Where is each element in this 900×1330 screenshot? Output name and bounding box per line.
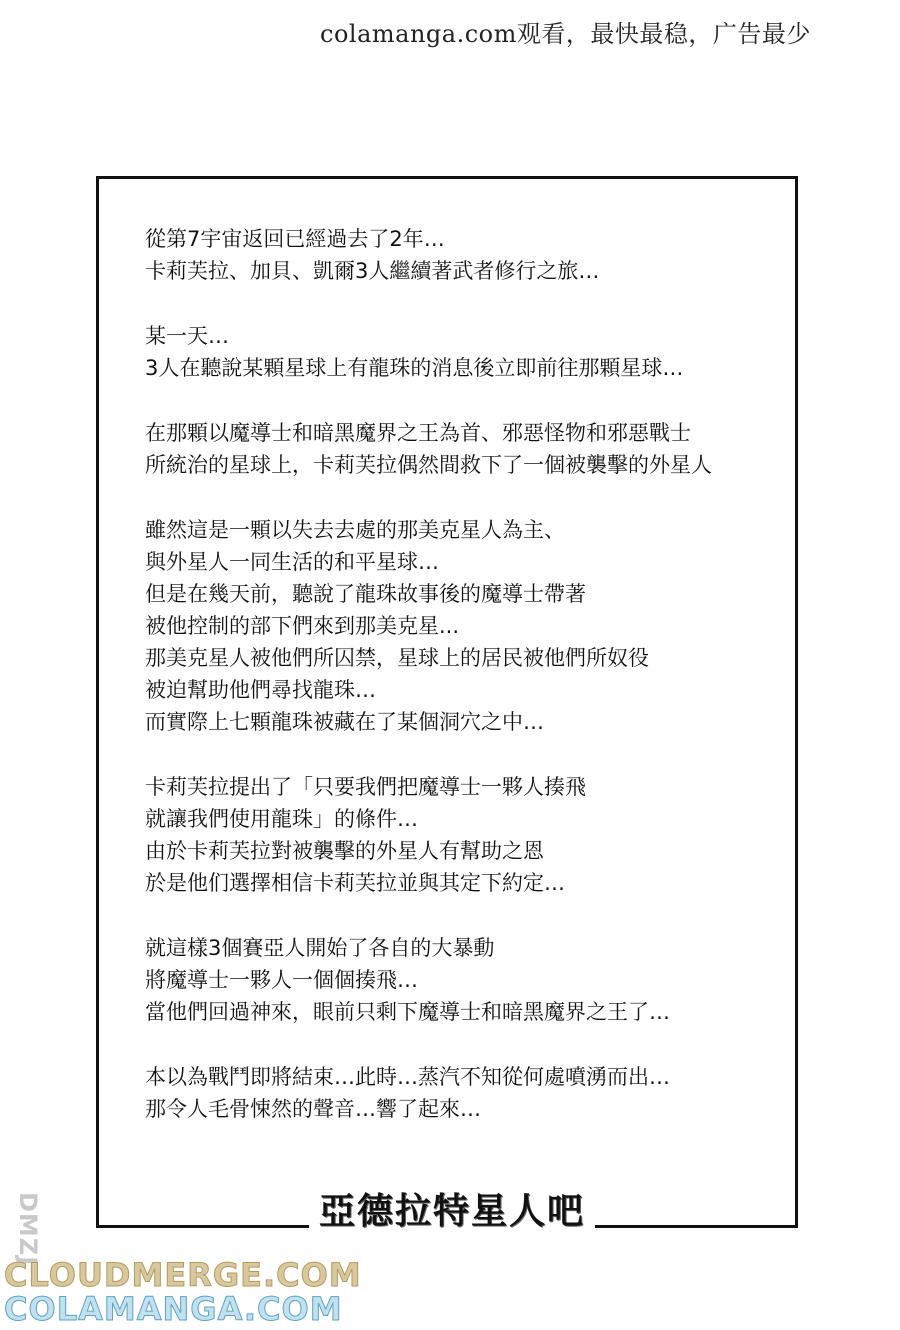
story-paragraph: [145, 417, 765, 481]
story-line: 被他控制的部下們來到那美克星...: [145, 614, 460, 638]
story-line: 而實際上七顆龍珠被藏在了某個洞穴之中…: [145, 710, 544, 734]
watermark-cloudmerge: CLOUDMERGE.COM: [4, 1256, 362, 1294]
story-paragraph: [145, 1061, 765, 1125]
story-paragraph: [145, 932, 765, 1028]
story-paragraph: [145, 223, 765, 287]
story-line: 就讓我們使用龍珠」的條件…: [145, 807, 418, 831]
story-line: 那美克星人被他們所囚禁，星球上的居民被他們所奴役: [145, 646, 649, 670]
story-line: 但是在幾天前，聽說了龍珠故事後的魔導士帶著: [145, 582, 586, 606]
group-logo: 亞德拉特星人吧: [309, 1183, 595, 1234]
story-paragraph: [145, 514, 765, 738]
site-banner: colamanga.com观看，最快最稳，广告最少: [320, 20, 811, 48]
story-line: 某一天…: [145, 324, 229, 348]
story-paragraph: [145, 320, 765, 384]
story-line: 3人在聽說某顆星球上有龍珠的消息後立即前往那顆星球…: [145, 356, 684, 380]
story-line: 那令人毛骨悚然的聲音…響了起來…: [145, 1097, 481, 1121]
story-line: 卡莉芙拉、加貝、凱爾3人繼續著武者修行之旅…: [145, 259, 600, 283]
story-line: 所統治的星球上，卡莉芙拉偶然間救下了一個被襲擊的外星人: [145, 453, 712, 477]
story-line: 由於卡莉芙拉對被襲擊的外星人有幫助之恩: [145, 839, 544, 863]
story-line: 將魔導士一夥人一個個揍飛…: [145, 968, 418, 992]
story-text: [145, 223, 765, 1158]
story-frame: [96, 176, 798, 1232]
story-paragraph: [145, 771, 765, 899]
story-line: 於是他们選擇相信卡莉芙拉並與其定下約定…: [145, 871, 565, 895]
story-line: 本以為戰鬥即將結束…此時…蒸汽不知從何處噴湧而出…: [145, 1065, 670, 1089]
watermark-colamanga: COLAMANGA.COM: [4, 1290, 343, 1328]
story-line: 在那顆以魔導士和暗黑魔界之王為首、邪惡怪物和邪惡戰士: [145, 421, 691, 445]
story-line: 雖然這是一顆以失去去處的那美克星人為主、: [145, 518, 565, 542]
side-watermark: DMZJ: [14, 1192, 42, 1267]
story-line: 卡莉芙拉提出了「只要我們把魔導士一夥人揍飛: [145, 775, 586, 799]
story-line: 就這樣3個賽亞人開始了各自的大暴動: [145, 936, 495, 960]
story-line: 與外星人一同生活的和平星球…: [145, 550, 439, 574]
story-line: 被迫幫助他們尋找龍珠…: [145, 678, 376, 702]
story-line: 當他們回過神來，眼前只剩下魔導士和暗黑魔界之王了…: [145, 1000, 670, 1024]
story-line: 從第7宇宙返回已經過去了2年…: [145, 227, 445, 251]
